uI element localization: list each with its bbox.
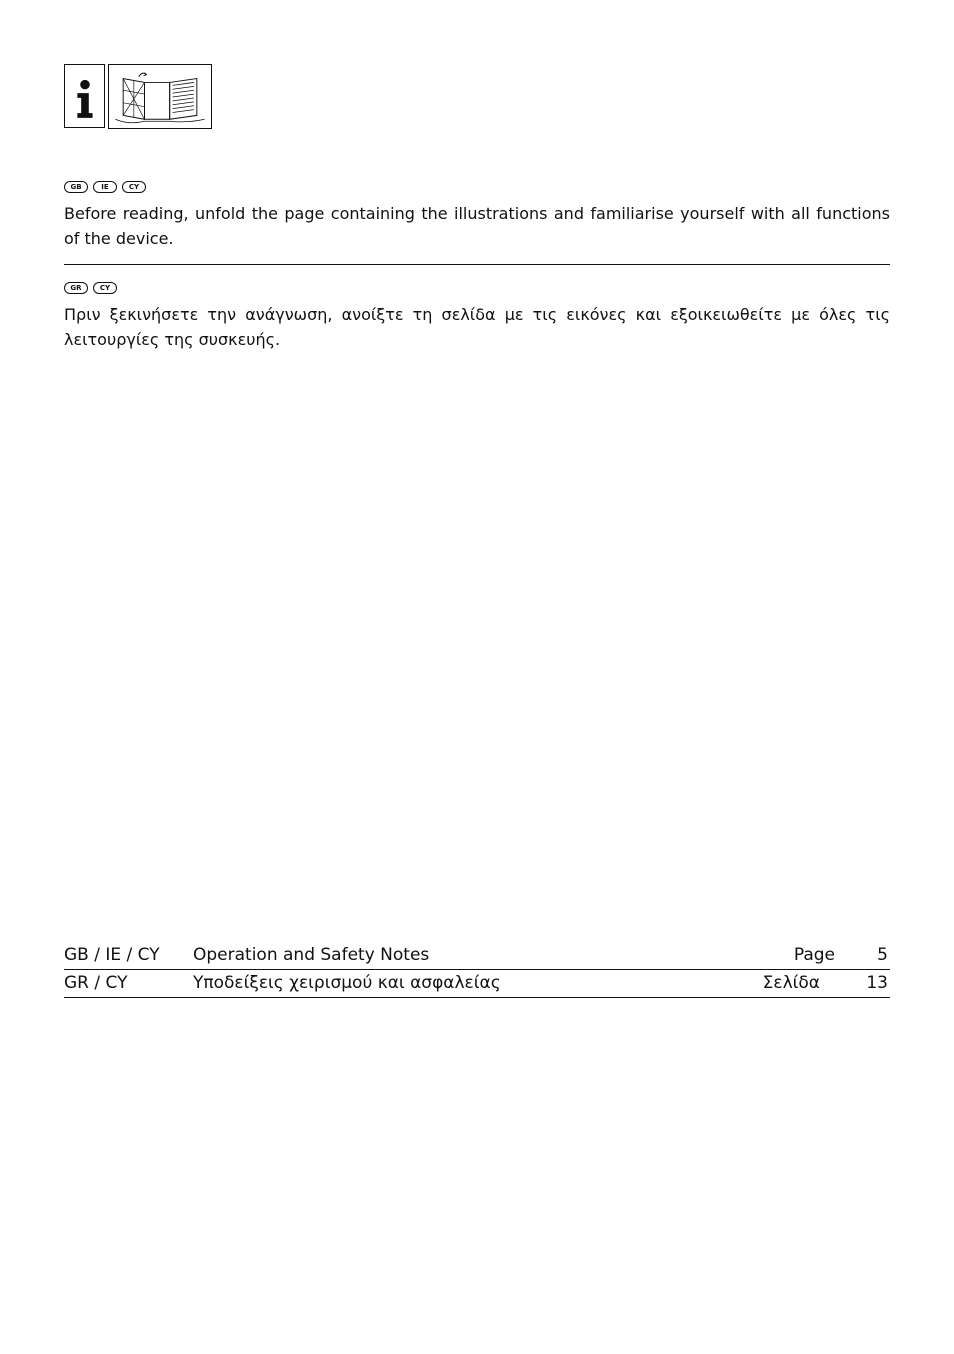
section-divider — [64, 264, 890, 265]
toc-page-label: Page — [793, 945, 835, 965]
toc-row[interactable] — [64, 970, 890, 998]
table-of-contents — [64, 942, 890, 998]
toc-row[interactable] — [64, 942, 890, 970]
info-icon — [64, 64, 105, 128]
toc-language: GB / IE / CY — [64, 945, 160, 965]
booklet-illustration — [109, 65, 211, 128]
toc-language: GR / CY — [64, 973, 128, 993]
country-badge: GB — [64, 181, 88, 193]
toc-page-number: 13 — [866, 973, 888, 993]
info-i-glyph — [65, 65, 104, 127]
toc-title: Operation and Safety Notes — [193, 945, 430, 965]
toc-title: Υποδείξεις χειρισμού και ασφαλείας — [193, 973, 501, 993]
intro-text-en: Before reading, unfold the page containing the illustrations and familiarise yourself with all functions of the device. — [64, 204, 890, 248]
country-badge: CY — [93, 282, 117, 294]
country-badges-en — [64, 181, 146, 193]
country-badge: GR — [64, 282, 88, 294]
country-badges-gr — [64, 282, 117, 294]
intro-text-gr: Πριν ξεκινήσετε την ανάγνωση, ανοίξτε τη σελίδα με τις εικόνες και εξοικειωθείτε με όλες τις λειτουργίες της συσκευής. — [64, 305, 890, 349]
country-badge: CY — [122, 181, 146, 193]
toc-page-number: 5 — [877, 945, 888, 965]
country-badge: IE — [93, 181, 117, 193]
toc-page-label: Σελίδα — [762, 973, 820, 993]
unfold-booklet-icon — [108, 64, 212, 129]
